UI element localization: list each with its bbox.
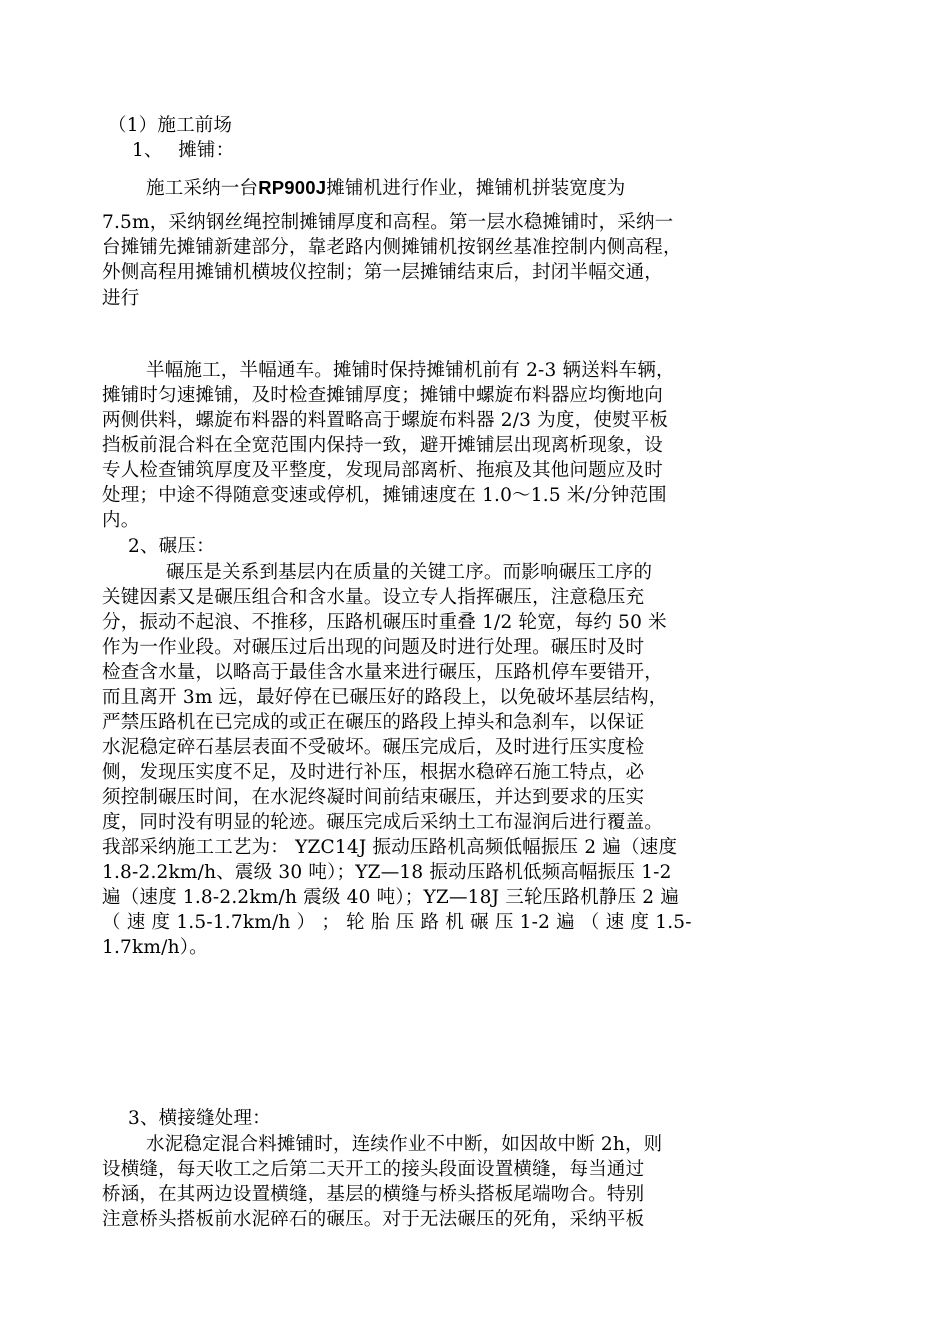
paragraph-2-line: 挡板前混合料在全宽范围内保持一致，避开摊铺层出现离析现象，设 [102, 435, 664, 456]
paragraph-4-line: 水泥稳定混合料摊铺时，连续作业不中断，如因故中断 2h，则 [146, 1134, 663, 1155]
paragraph-3-line: 关键因素又是碾压组合和含水量。设立专人指挥碾压，注意稳压充 [102, 587, 645, 608]
paragraph-4-line: 桥涵，在其两边设置横缝，基层的横缝与桥头搭板尾端吻合。特别 [102, 1184, 645, 1205]
paragraph-3-line: （ 速 度 1.5-1.7km/h ） ； 轮 胎 压 路 机 碾 压 1-2 遍 （ 速 度 1.5- [102, 912, 692, 933]
model-name: RP900J [258, 177, 327, 198]
paragraph-3-line: 1.7km/h）。 [102, 937, 208, 958]
paragraph-1-line: 进行 [102, 288, 140, 309]
paragraph-2-line: 半幅施工，半幅通车。摊铺时保持摊铺机前有 2-3 辆送料车辆， [146, 360, 675, 381]
paragraph-1-line: 外侧高程用摊铺机横坡仪控制；第一层摊铺结束后，封闭半幅交通， [102, 262, 664, 283]
paragraph-2-line: 两侧供料，螺旋布料器的料置略高于螺旋布料器 2/3 为度，使熨平板 [102, 410, 669, 431]
paragraph-3-line: 1.8-2.2km/h、震级 30 吨）；YZ—18 振动压路机低频高幅振压 1-2 [102, 862, 672, 883]
paragraph-1-line: 7.5m，采纳钢丝绳控制摊铺厚度和高程。第一层水稳摊铺时，采纳一 [102, 212, 674, 233]
paragraph-3-line: 度，同时没有明显的轮迹。碾压完成后采纳土工布湿润后进行覆盖。 [102, 812, 664, 833]
paragraph-1-line: 施工采纳一台RP900J摊铺机进行作业，摊铺机拼装宽度为 [146, 177, 626, 199]
paragraph-3-line: 严禁压路机在已完成的或正在碾压的路段上掉头和急刹车，以保证 [102, 712, 645, 733]
paragraph-3-line: 我部采纳施工工艺为： YZC14J 振动压路机高频低幅振压 2 遍（速度 [102, 837, 678, 858]
paragraph-3-line: 而且离开 3m 远，最好停在已碾压好的路段上，以免破坏基层结构， [102, 687, 668, 708]
paragraph-2-line: 专人检查铺筑厚度及平整度，发现局部离析、拖痕及其他问题应及时 [102, 460, 664, 481]
section-heading-2: 2、碾压： [128, 536, 215, 557]
subheading-paving: 1、 摊铺： [132, 140, 235, 161]
paragraph-4-line: 设横缝，每天收工之后第二天开工的接头段面设置横缝，每当通过 [102, 1159, 645, 1180]
paragraph-4-line: 注意桥头搭板前水泥碎石的碾压。对于无法碾压的死角，采纳平板 [102, 1209, 645, 1230]
paragraph-2-line: 摊铺时匀速摊铺，及时检查摊铺厚度；摊铺中螺旋布料器应均衡地向 [102, 385, 664, 406]
paragraph-3-line: 水泥稳定碎石基层表面不受破坏。碾压完成后，及时进行压实度检 [102, 737, 645, 758]
paragraph-3-line: 遍（速度 1.8-2.2km/h 震级 40 吨）；YZ—18J 三轮压路机静压 2 遍 [102, 887, 680, 908]
section-heading-3: 3、横接缝处理： [128, 1108, 271, 1129]
paragraph-3-line: 侧，发现压实度不足，及时进行补压，根据水稳碎石施工特点，必 [102, 762, 645, 783]
paragraph-3-line: 分，振动不起浪、不推移，压路机碾压时重叠 1/2 轮宽，每约 50 米 [102, 612, 667, 633]
paragraph-3-line: 碾压是关系到基层内在质量的关键工序。而影响碾压工序的 [166, 562, 653, 583]
paragraph-3-line: 检查含水量，以略高于最佳含水量来进行碾压，压路机停车要错开， [102, 662, 664, 683]
paragraph-3-line: 须控制碾压时间，在水泥终凝时间前结束碾压，并达到要求的压实 [102, 787, 645, 808]
paragraph-2-line: 处理；中途不得随意变速或停机，摊铺速度在 1.0～1.5 米/分钟范围 [102, 485, 667, 506]
paragraph-3-line: 作为一作业段。对碾压过后出现的问题及时进行处理。碾压时及时 [102, 637, 645, 658]
paragraph-2-line: 内。 [102, 510, 140, 531]
paragraph-1-line: 台摊铺先摊铺新建部分，靠老路内侧摊铺机按钢丝基准控制内侧高程， [102, 237, 682, 258]
section-heading-1: （1）施工前场 [108, 115, 233, 136]
